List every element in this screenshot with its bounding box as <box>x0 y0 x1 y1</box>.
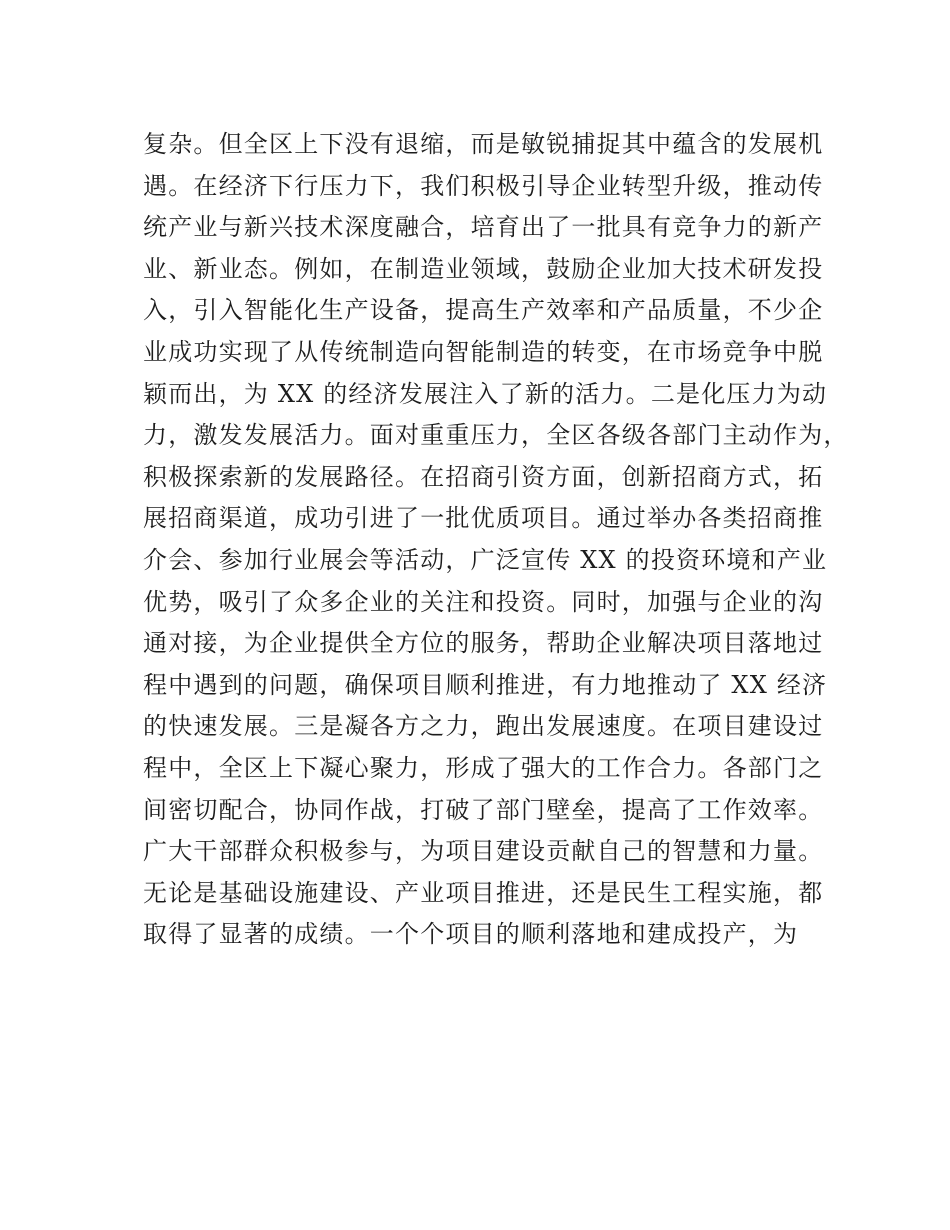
text-line: 颖而出，为 XX 的经济发展注入了新的活力。二是化压力为动 <box>143 379 828 408</box>
text-line: 力，激发发展活力。面对重重压力，全区各级各部门主动作为， <box>143 421 849 450</box>
text-line: 展招商渠道，成功引进了一批优质项目。通过举办各类招商推 <box>143 504 824 533</box>
text-line: 的快速发展。三是凝各方之力，跑出发展速度。在项目建设过 <box>143 712 824 741</box>
text-line: 间密切配合，协同作战，打破了部门壁垒，提高了工作效率。 <box>143 795 824 824</box>
text-line: 统产业与新兴技术深度融合，培育出了一批具有竞争力的新产 <box>143 213 824 242</box>
text-line: 业、新业态。例如，在制造业领域，鼓励企业加大技术研发投 <box>143 254 824 283</box>
text-line: 复杂。但全区上下没有退缩，而是敏锐捕捉其中蕴含的发展机 <box>143 130 824 158</box>
text-line: 通对接，为企业提供全方位的服务，帮助企业解决项目落地过 <box>143 629 824 658</box>
text-line: 优势，吸引了众多企业的关注和投资。同时，加强与企业的沟 <box>143 587 824 616</box>
text-line: 遇。在经济下行压力下，我们积极引导企业转型升级，推动传 <box>143 171 824 200</box>
text-line: 广大干部群众积极参与，为项目建设贡献自己的智慧和力量。 <box>143 837 824 866</box>
text-line: 程中遇到的问题，确保项目顺利推进，有力地推动了 XX 经济 <box>143 670 828 699</box>
text-line: 业成功实现了从传统制造向智能制造的转变，在市场竞争中脱 <box>143 337 824 366</box>
text-line: 无论是基础设施建设、产业项目推进，还是民生工程实施，都 <box>143 878 824 907</box>
text-line: 入，引入智能化生产设备，提高生产效率和产品质量，不少企 <box>143 296 824 325</box>
body-paragraph <box>143 124 849 956</box>
text-line: 积极探索新的发展路径。在招商引资方面，创新招商方式，拓 <box>143 462 824 491</box>
text-line: 介会、参加行业展会等活动，广泛宣传 XX 的投资环境和产业 <box>143 545 828 574</box>
text-line: 取得了显著的成绩。一个个项目的顺利落地和建成投产，为 <box>143 920 799 949</box>
text-line: 程中，全区上下凝心聚力，形成了强大的工作合力。各部门之 <box>143 753 824 782</box>
